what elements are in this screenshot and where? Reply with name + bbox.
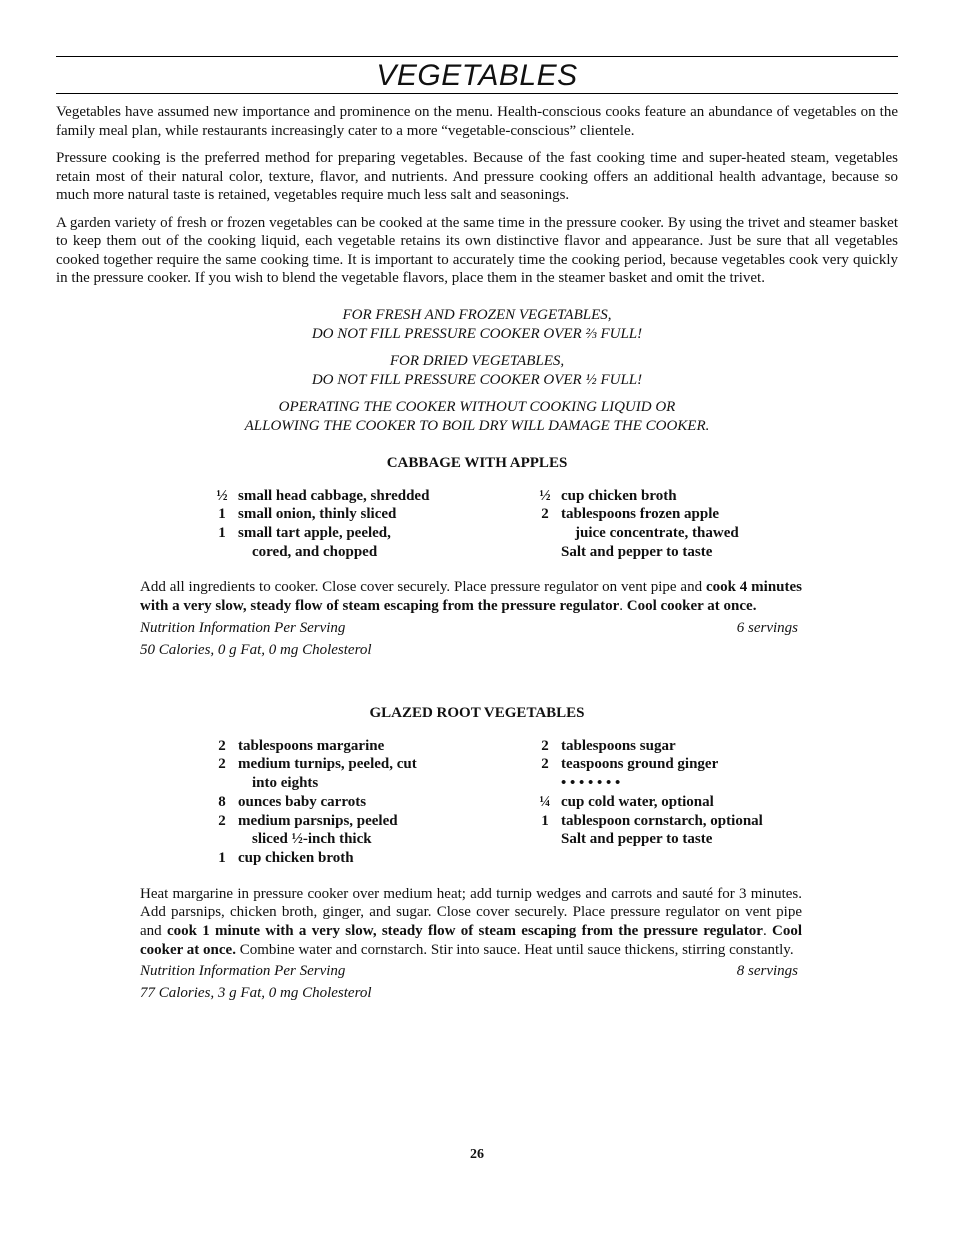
instruction-text [140, 578, 802, 615]
ingredient-text: ounces baby carrots [238, 793, 367, 810]
ingredient-item [206, 505, 529, 524]
ingredient-quantity [529, 543, 561, 562]
nutrition-label: Nutrition Information Per Serving [140, 619, 346, 636]
ingredient-item [206, 793, 529, 812]
ingredient-description [561, 830, 852, 849]
ingredient-quantity: 2 [218, 737, 226, 754]
servings: 8 servings [736, 963, 798, 980]
instructions-cabbage [140, 578, 802, 659]
ingredient-description [561, 737, 852, 756]
warning-dried [56, 352, 898, 390]
ingredient-quantity: 2 [541, 506, 549, 523]
instructions-glazed [140, 885, 802, 1004]
ingredient-quantity: 1 [218, 524, 226, 541]
nutrition-calories: 50 Calories, 0 g Fat, 0 mg Cholesterol [140, 641, 372, 658]
instruction-bold: cook 1 minute with a very slow, steady flow of steam escaping from the pressure regulator [166, 923, 763, 940]
instruction-bold: Cool cooker at once. [140, 923, 802, 958]
ingredient-item [529, 774, 852, 793]
intro-paragraph-1: Vegetables have assumed new importance and prominence on the menu. Health-conscious cooks feature an abundance of vegetables on the family meal plan, while restaurants increasingly cater to a more “vegetable-conscious” clientele. [56, 104, 898, 139]
ingredient-quantity: 1 [541, 812, 549, 829]
ingredient-continuation: juice concentrate, thawed [575, 524, 739, 541]
title-rule [56, 93, 898, 94]
ingredient-text: Salt and pepper to taste [561, 543, 713, 560]
ingredient-quantity [529, 830, 561, 849]
ingredient-description [238, 793, 529, 812]
recipe-title-glazed: GLAZED ROOT VEGETABLES [369, 704, 585, 721]
ingredient-item [206, 812, 529, 849]
ingredient-quantity: 2 [218, 812, 226, 829]
ingredient-description [561, 774, 852, 793]
ingredient-description [238, 849, 529, 868]
nutrition-row [140, 619, 802, 638]
ingredient-column-right [529, 487, 852, 562]
ingredient-item [206, 487, 529, 506]
instruction-bold: Cool cooker at once. [626, 598, 757, 615]
ingredient-description [561, 755, 852, 774]
ingredient-quantity: 8 [218, 793, 226, 810]
ingredient-column-right [529, 737, 852, 868]
ingredient-text: medium turnips, peeled, cut [238, 756, 417, 773]
warning-line: DO NOT FILL PRESSURE COOKER OVER ½ FULL! [311, 371, 643, 388]
warning-boil-dry [56, 398, 898, 436]
ingredient-description [561, 505, 852, 542]
page [56, 56, 898, 1003]
ingredient-text: cup cold water, optional [561, 793, 714, 810]
nutrition-calories: 77 Calories, 3 g Fat, 0 mg Cholesterol [140, 985, 372, 1002]
ingredient-text: tablespoon cornstarch, optional [561, 812, 763, 829]
ingredient-description [561, 812, 852, 831]
ingredient-text: tablespoons frozen apple [561, 506, 720, 523]
page-number: 26 [470, 1147, 484, 1162]
ingredient-column-left [206, 737, 529, 868]
ingredients-glazed [56, 737, 898, 868]
ingredient-text: medium parsnips, peeled [238, 812, 398, 829]
instruction-part: . [619, 598, 627, 615]
recipe-title-cabbage: CABBAGE WITH APPLES [386, 454, 568, 471]
instruction-part: . [762, 923, 772, 940]
top-rule [56, 56, 898, 57]
warning-line: DO NOT FILL PRESSURE COOKER OVER ⅔ FULL! [311, 325, 643, 342]
ingredient-description [238, 487, 529, 506]
intro-paragraph-3: A garden variety of fresh or frozen vegetables can be cooked at the same time in the pressure cooker. By using the trivet and steamer basket to keep them out of the cooking liquid, each vegetable retains its own distinctive flavor and appearance. Just be sure that all vegetables cooked together require the same cooking time. It is important to accurately time the cooking period, because vegetables cook very quickly in the pressure cooker. If you wish to blend the vegetable flavors, place them in the steamer basket and omit the trivet. [56, 214, 898, 286]
ingredient-item [206, 849, 529, 868]
servings: 6 servings [736, 619, 798, 636]
ingredient-text: small head cabbage, shredded [238, 487, 430, 504]
ingredient-text: tablespoons sugar [561, 737, 676, 754]
intro-paragraph-2: Pressure cooking is the preferred method for preparing vegetables. Because of the fast cooking time and super-heated steam, vegetables retain most of their natural color, texture, flavor, and nutrients. And pressure cooking offers an additional health advantage, because so much more natural taste is retained, vegetables require much less salt and seasonings. [56, 150, 898, 203]
ingredient-text: Salt and pepper to taste [561, 831, 713, 848]
ingredient-description [238, 737, 529, 756]
ingredient-description [238, 524, 529, 561]
ingredient-description [238, 755, 529, 792]
ingredient-text: small tart apple, peeled, [238, 524, 391, 541]
ingredient-description [238, 505, 529, 524]
ingredient-item [529, 830, 852, 849]
ingredient-text: teaspoons ground ginger [561, 756, 719, 773]
ingredient-item [529, 755, 852, 774]
ingredient-quantity: 1 [218, 506, 226, 523]
ingredient-quantity [529, 774, 561, 793]
ingredient-item [529, 543, 852, 562]
ingredient-item [529, 487, 852, 506]
warning-line: FOR FRESH AND FROZEN VEGETABLES, [342, 306, 612, 323]
page-title: VEGETABLES [376, 59, 578, 92]
nutrition-label: Nutrition Information Per Serving [140, 963, 346, 980]
instruction-part: Heat margarine in pressure cooker over medium heat; add turnip wedges and carrots and sauté for 3 minutes. Add parsnips, chicken broth, ginger, and sugar. Close cover securely. Place pressure regulator on vent pipe and [140, 885, 802, 940]
ingredient-continuation: into eights [252, 775, 319, 792]
ingredient-item [206, 755, 529, 792]
ingredient-quantity: 2 [541, 737, 549, 754]
ingredient-item [206, 524, 529, 561]
nutrition-row [140, 962, 802, 981]
ingredient-item [529, 812, 852, 831]
ingredient-text: cup chicken broth [238, 849, 354, 866]
ingredient-text: cup chicken broth [561, 487, 677, 504]
instruction-part: Add all ingredients to cooker. Close cover securely. Place pressure regulator on vent pipe and [140, 579, 706, 596]
ingredient-quantity: 1 [218, 849, 226, 866]
ingredient-text: small onion, thinly sliced [238, 506, 397, 523]
ingredient-description [238, 812, 529, 849]
ingredient-description [561, 543, 852, 562]
ingredient-item [529, 793, 852, 812]
ingredient-quantity: 2 [541, 756, 549, 773]
ingredient-item [529, 505, 852, 542]
warning-line: ALLOWING THE COOKER TO BOIL DRY WILL DAMAGE THE COOKER. [244, 417, 710, 434]
warning-line: OPERATING THE COOKER WITHOUT COOKING LIQUID OR [278, 398, 676, 415]
instruction-bold: cook 4 minutes with a very slow, steady flow of steam escaping from the pressure regulator [140, 579, 802, 615]
ingredient-quantity: ½ [216, 487, 228, 504]
ingredient-continuation: sliced ½-inch thick [252, 831, 372, 848]
instruction-text [140, 885, 802, 960]
ingredient-continuation: cored, and chopped [252, 543, 378, 560]
ingredient-quantity: ½ [539, 487, 551, 504]
ingredient-description [561, 793, 852, 812]
warning-line: FOR DRIED VEGETABLES, [389, 352, 565, 369]
ingredient-description [561, 487, 852, 506]
instruction-part: Combine water and cornstarch. Stir into sauce. Heat until sauce thickens, stirring constantly. [235, 941, 794, 958]
ingredient-item [529, 737, 852, 756]
ingredient-quantity: ¼ [539, 793, 551, 810]
ingredients-cabbage [56, 487, 898, 562]
ingredient-text: tablespoons margarine [238, 737, 385, 754]
ingredient-quantity: 2 [218, 756, 226, 773]
ingredient-item [206, 737, 529, 756]
ingredient-text: • • • • • • • [561, 775, 621, 792]
ingredient-column-left [206, 487, 529, 562]
warning-fresh-frozen [56, 306, 898, 344]
